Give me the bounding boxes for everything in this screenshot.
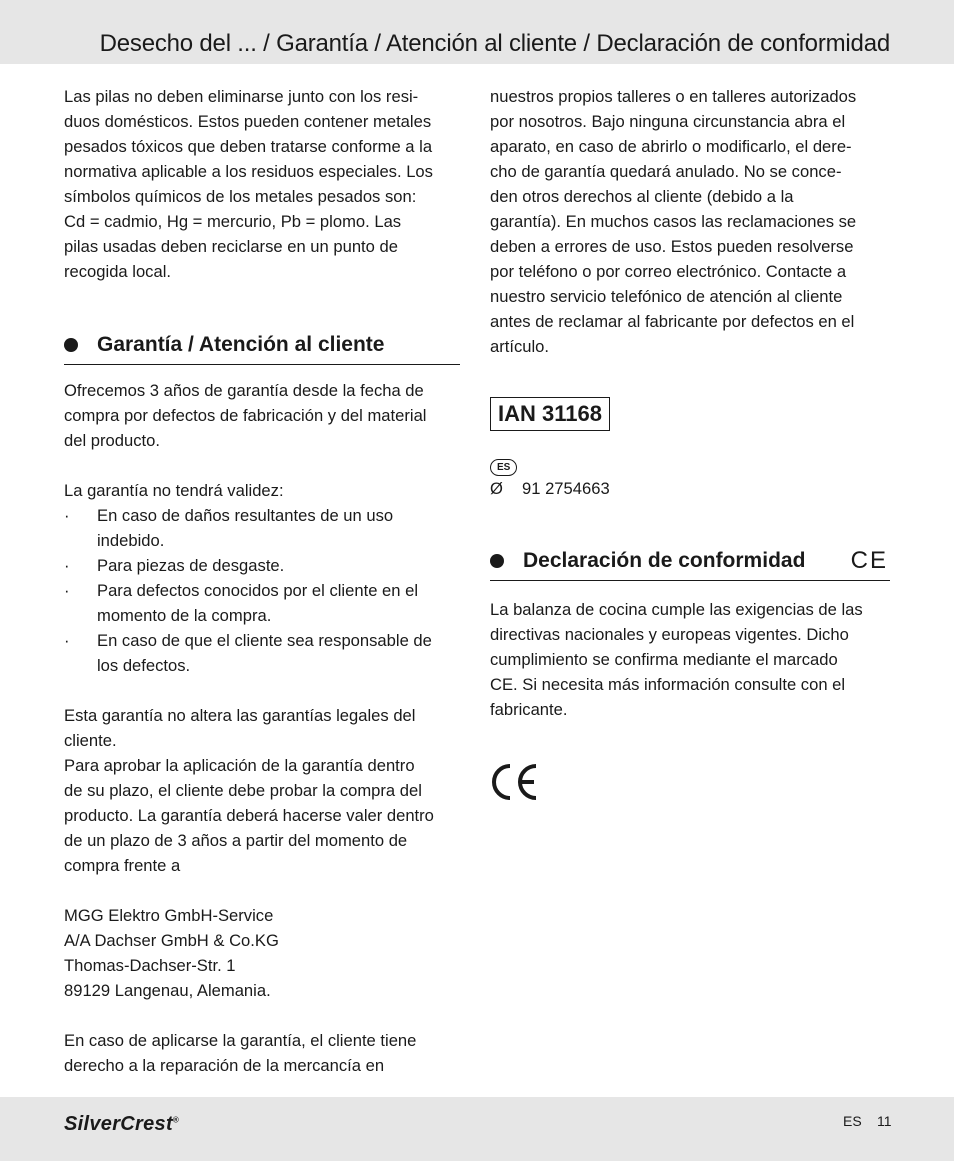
text-line: compra por defectos de fabricación y del material [64,406,427,425]
text-line: del producto. [64,431,160,450]
conformity-heading [490,546,890,581]
heading-text: Garantía / Atención al cliente [97,333,385,356]
warranty-continued-text [490,84,890,359]
text-line: Para piezas de desgaste. [97,556,285,575]
address-line: Thomas-Dachser-Str. 1 [64,956,236,975]
page-title: Desecho del ... / Garantía / Atención al cliente / Declaración de conformidad [99,30,890,57]
text-line: compra frente a [64,856,181,875]
text-line: duos domésticos. Estos pueden contener metales [64,112,432,131]
text-line: En caso de aplicarse la garantía, el cliente tiene [64,1031,417,1050]
warranty-invalid-intro: La garantía no tendrá validez: [64,481,284,500]
text-line: de un plazo de 3 años a partir del momento de [64,831,408,850]
text-line: recogida local. [64,262,172,281]
text-line: pesados tóxicos que deben tratarse conforme a la [64,137,433,156]
text-line: antes de reclamar al fabricante por defectos en el [490,312,855,331]
left-column [64,84,460,1078]
page-number: 11 [877,1113,892,1129]
text-line: cumplimiento se confirma mediante el marcado [490,650,838,669]
battery-disposal-text [64,84,460,284]
text-line: deben a errores de uso. Estos pueden resolverse [490,237,854,256]
text-line: normativa aplicable a los residuos especiales. Los [64,162,433,181]
address-line: 89129 Langenau, Alemania. [64,981,271,1000]
text-line: Ofrecemos 3 años de garantía desde la fecha de [64,381,424,400]
brand-text: SilverCrest [64,1113,173,1135]
text-line: CE. Si necesita más información consulte con el [490,675,846,694]
ce-mark-icon: CE [850,547,888,574]
silvercrest-logo [64,1113,179,1136]
text-line: pilas usadas deben reciclarse en un punto de [64,237,398,256]
text-line: artículo. [490,337,550,356]
text-line: En caso de que el cliente sea responsable de [97,631,432,650]
warranty-exclusions-list [64,503,460,678]
text-line: Para defectos conocidos por el cliente en el [97,581,419,600]
conformity-text [490,597,890,722]
text-line: garantía). En muchos casos las reclamaciones se [490,212,857,231]
language-code: ES [843,1113,862,1129]
warranty-heading [64,330,460,365]
bullet-dot-icon [64,338,78,352]
right-column [490,84,890,807]
text-line: La balanza de cocina cumple las exigencias de las [490,600,863,619]
text-line: fabricante. [490,700,568,719]
text-line: Esta garantía no altera las garantías legales del [64,706,416,725]
list-item [64,578,460,628]
address-line: MGG Elektro GmbH-Service [64,906,274,925]
warranty-intro [64,378,460,453]
text-line: momento de la compra. [97,606,272,625]
text-line: nuestros propios talleres o en talleres autorizados [490,87,857,106]
text-line: símbolos químicos de los metales pesados son: [64,187,417,206]
service-phone [490,476,890,501]
phone-icon: Ø [490,479,503,498]
text-line: nuestro servicio telefónico de atención al cliente [490,287,843,306]
address-line: A/A Dachser GmbH & Co.KG [64,931,279,950]
phone-number: 91 2754663 [522,479,610,498]
page-header [0,0,954,64]
list-item [64,628,460,678]
text-line: Cd = cadmio, Hg = mercurio, Pb = plomo. Las [64,212,402,231]
registered-mark: ® [172,1115,180,1125]
text-line: indebido. [97,531,165,550]
bullet-mark: · [64,506,70,525]
text-line: de su plazo, el cliente debe probar la compra del [64,781,422,800]
text-line: directivas nacionales y europeas vigentes. Dicho [490,625,849,644]
bullet-mark: · [64,631,70,650]
text-line: cho de garantía quedará anulado. No se conce- [490,162,842,181]
text-line: En caso de daños resultantes de un uso [97,506,394,525]
warranty-repair-text [64,1028,460,1078]
country-badge: ES [490,459,517,476]
text-line: los defectos. [97,656,191,675]
ce-mark-icon [490,762,540,802]
page-footer [0,1097,954,1161]
heading-text: Declaración de conformidad [523,549,806,572]
warranty-legal-text [64,703,460,878]
list-item [64,503,460,553]
text-line: den otros derechos al cliente (debido a la [490,187,794,206]
text-line: derecho a la reparación de la mercancía en [64,1056,385,1075]
ian-number-box: IAN 31168 [490,397,610,431]
bullet-mark: · [64,581,70,600]
text-line: producto. La garantía deberá hacerse valer dentro [64,806,434,825]
text-line: Para aprobar la aplicación de la garantía dentro [64,756,415,775]
service-address [64,903,460,1003]
bullet-mark: · [64,556,70,575]
text-line: por teléfono o por correo electrónico. Contacte a [490,262,847,281]
text-line: cliente. [64,731,117,750]
list-item [64,553,460,578]
text-line: Las pilas no deben eliminarse junto con los resi- [64,87,419,106]
text-line: aparato, en caso de abrirlo o modificarlo, el dere- [490,137,852,156]
bullet-dot-icon [490,554,504,568]
text-line: por nosotros. Bajo ninguna circunstancia abra el [490,112,846,131]
